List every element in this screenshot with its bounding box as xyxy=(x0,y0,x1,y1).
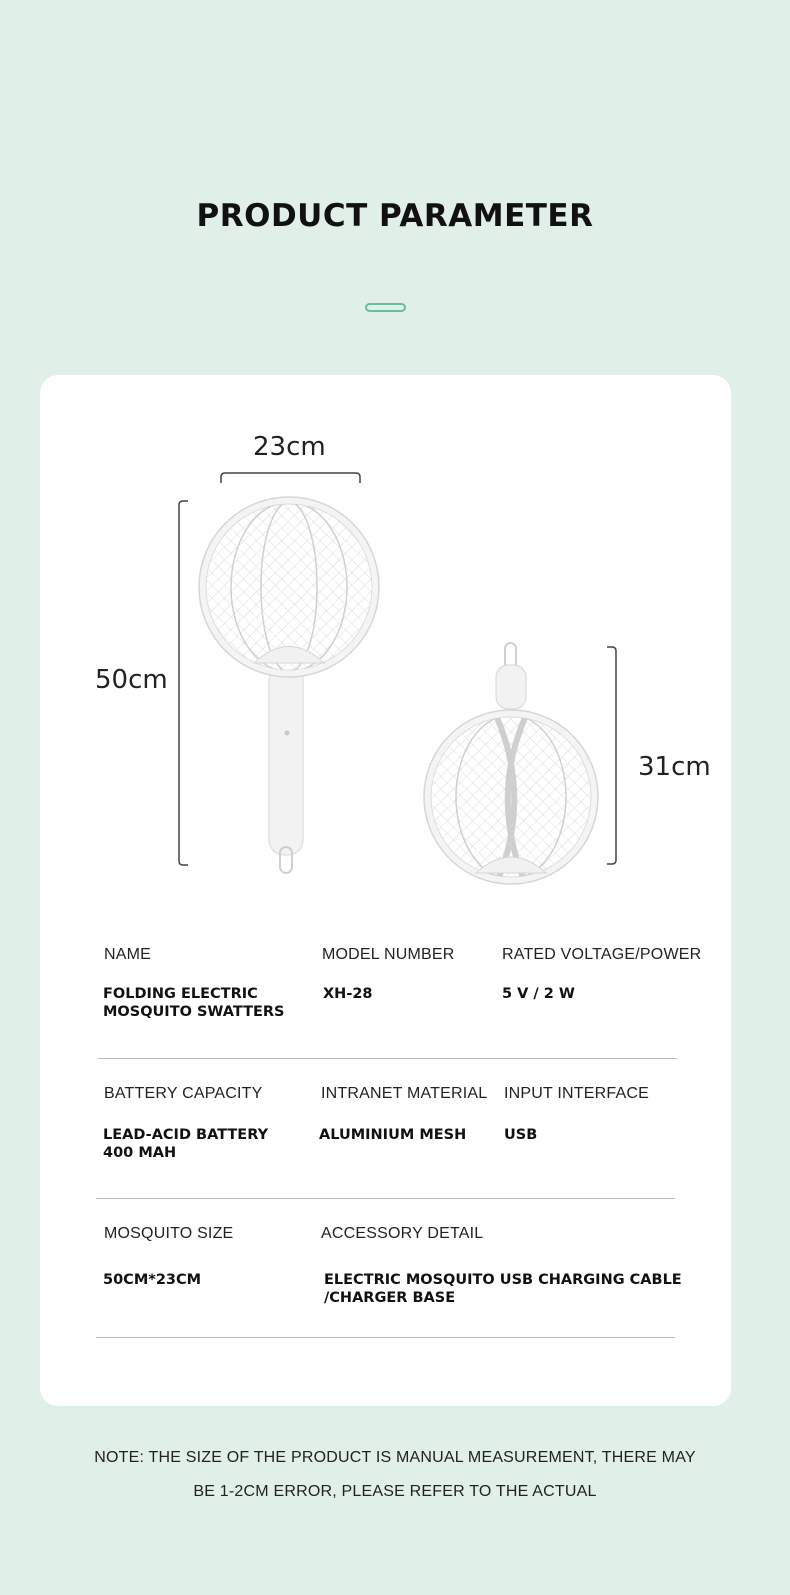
model-number-value: XH-28 xyxy=(323,986,373,1002)
name-value: FOLDING ELECTRIC MOSQUITO SWATTERS xyxy=(103,986,285,1020)
rated-voltage-label: RATED VOLTAGE/POWER xyxy=(502,946,702,963)
measurement-note-line-1: NOTE: THE SIZE OF THE PRODUCT IS MANUAL MEASUREMENT, THERE MAY xyxy=(94,1449,696,1466)
mosquito-size-label: MOSQUITO SIZE xyxy=(104,1225,234,1242)
width-bracket xyxy=(221,473,360,483)
input-interface-value: USB xyxy=(504,1127,538,1143)
width-dimension-label: 23cm xyxy=(253,432,326,462)
input-interface-label: INPUT INTERFACE xyxy=(504,1085,649,1102)
parameter-card xyxy=(40,375,731,1406)
intranet-material-value: ALUMINIUM MESH xyxy=(319,1127,467,1143)
folded-height-dimension-label: 31cm xyxy=(638,752,711,782)
battery-capacity-label: BATTERY CAPACITY xyxy=(104,1085,263,1102)
measurement-note-line-2: BE 1-2CM ERROR, PLEASE REFER TO THE ACTUAL xyxy=(193,1483,597,1500)
open-swatter-icon xyxy=(199,495,380,873)
intranet-material-label: INTRANET MATERIAL xyxy=(321,1085,488,1102)
model-number-label: MODEL NUMBER xyxy=(322,946,455,963)
accessory-detail-value: ELECTRIC MOSQUITO USB CHARGING CABLE /CHARGER BASE xyxy=(324,1272,682,1306)
battery-capacity-value: LEAD-ACID BATTERY 400 MAH xyxy=(103,1127,269,1161)
swatter-illustration xyxy=(40,375,731,915)
rated-voltage-value: 5 V / 2 W xyxy=(502,986,575,1002)
mosquito-size-value: 50CM*23CM xyxy=(103,1272,202,1288)
name-label: NAME xyxy=(104,946,152,963)
spec-divider-2 xyxy=(96,1198,675,1199)
product-dimension-diagram xyxy=(40,375,731,915)
spec-divider-3 xyxy=(96,1337,675,1338)
page-title: PRODUCT PARAMETER xyxy=(196,198,594,234)
height-dimension-label: 50cm xyxy=(95,665,168,695)
title-accent-pill xyxy=(365,303,406,312)
spec-divider-1 xyxy=(98,1058,677,1059)
accessory-detail-label: ACCESSORY DETAIL xyxy=(321,1225,484,1242)
folded-swatter-icon xyxy=(424,643,600,885)
height-bracket xyxy=(179,501,188,865)
folded-height-bracket xyxy=(607,647,616,864)
